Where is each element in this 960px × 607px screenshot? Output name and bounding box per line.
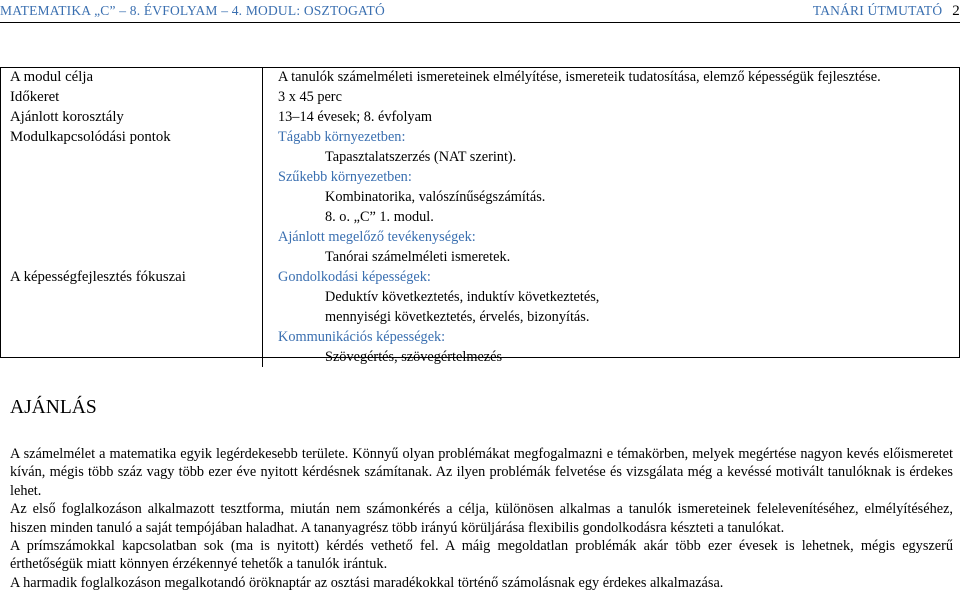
fokusz-gondolkodasi-value-1: Deduktív következtetés, induktív következtetés,	[325, 289, 600, 305]
page-number: 2	[952, 3, 960, 19]
fokusz-gondolkodasi-value-2: mennyiségi következtetés, érvelés, bizonyítás.	[325, 309, 590, 325]
fokusz-kommunikacios-value: Szövegértés, szövegértelmezés	[325, 349, 503, 365]
header-guide-label: TANÁRI ÚTMUTATÓ	[812, 3, 943, 18]
label-cel: A modul célja	[0, 67, 263, 87]
kapcs-szukebb-value-1: Kombinatorika, valószínűségszámítás.	[325, 189, 546, 205]
label-korosztaly: Ajánlott korosztály	[0, 107, 263, 127]
value-kapcsolodas	[263, 127, 960, 267]
recommendation-text	[10, 445, 953, 592]
paragraph: A prímszámokkal kapcsolatban sok (ma is nyitott) kérdés vethető fel. A máig megoldatlan problémák akár több ezer évesek is lehetnek, mégis egyszerű érthetőségük miatt könnyen érzékennyé tehetők a tanulók irántuk.	[10, 538, 953, 573]
fokusz-kommunikacios: Kommunikációs képességek:	[278, 329, 446, 345]
label-kapcsolodas: Modulkapcsolódási pontok	[0, 127, 263, 267]
label-idokeret: Időkeret	[0, 87, 263, 107]
paragraph: A számelmélet a matematika egyik legérdekesebb területe. Könnyű olyan problémákat megfogalmazni e témakörben, melyek megértése nagyon kevés előismeretet kíván, mégis több száz vagy több ezer éve nyitott kérdésnek számítanak. Az ilyen problémák felvetése és vizsgálata még a kevéssé motivált tanulóknak is érdekes lehet.	[10, 446, 953, 499]
value-korosztaly: 13–14 évesek; 8. évfolyam	[278, 109, 433, 125]
kapcs-szukebb: Szűkebb környezetben:	[278, 169, 412, 185]
section-title: AJÁNLÁS	[10, 397, 97, 418]
info-table	[0, 67, 960, 367]
label-fokusz: A képességfejlesztés fókuszai	[0, 267, 263, 367]
value-fokusz	[263, 267, 960, 367]
paragraph: A harmadik foglalkozáson megalkotandó öröknaptár az osztási maradékokkal történő számolásnak egy érdekes alkalmazása.	[10, 574, 724, 591]
value-idokeret: 3 x 45 perc	[278, 89, 342, 105]
kapcs-szukebb-value-2: 8. o. „C” 1. modul.	[325, 209, 434, 225]
fokusz-gondolkodasi: Gondolkodási képességek:	[278, 269, 431, 285]
kapcs-elozo: Ajánlott megelőző tevékenységek:	[278, 229, 476, 245]
kapcs-elozo-value: Tanórai számelméleti ismeretek.	[325, 249, 511, 265]
value-cel: A tanulók számelméleti ismereteinek elmélyítése, ismereteik tudatosítása, elemző képességük fejlesztése.	[278, 69, 881, 85]
header-title: MATEMATIKA „C” – 8. ÉVFOLYAM – 4. MODUL: OSZTOGATÓ	[0, 3, 385, 18]
kapcs-tagabb-value: Tapasztalatszerzés (NAT szerint).	[325, 149, 517, 165]
kapcs-tagabb: Tágabb környezetben:	[278, 129, 406, 145]
header-right	[813, 3, 960, 20]
page-header	[0, 0, 960, 23]
paragraph: Az első foglalkozáson alkalmazott tesztforma, miután nem számonkérés a célja, különösen alkalmas a tanulók ismereteinek felelevenítéséhez, elmélyítéséhez, hiszen minden tanuló a saját tempójában haladhat. A tananyagrész több irányú körüljárása flexibilis gondolkodásra készteti a tanulókat.	[10, 501, 953, 536]
